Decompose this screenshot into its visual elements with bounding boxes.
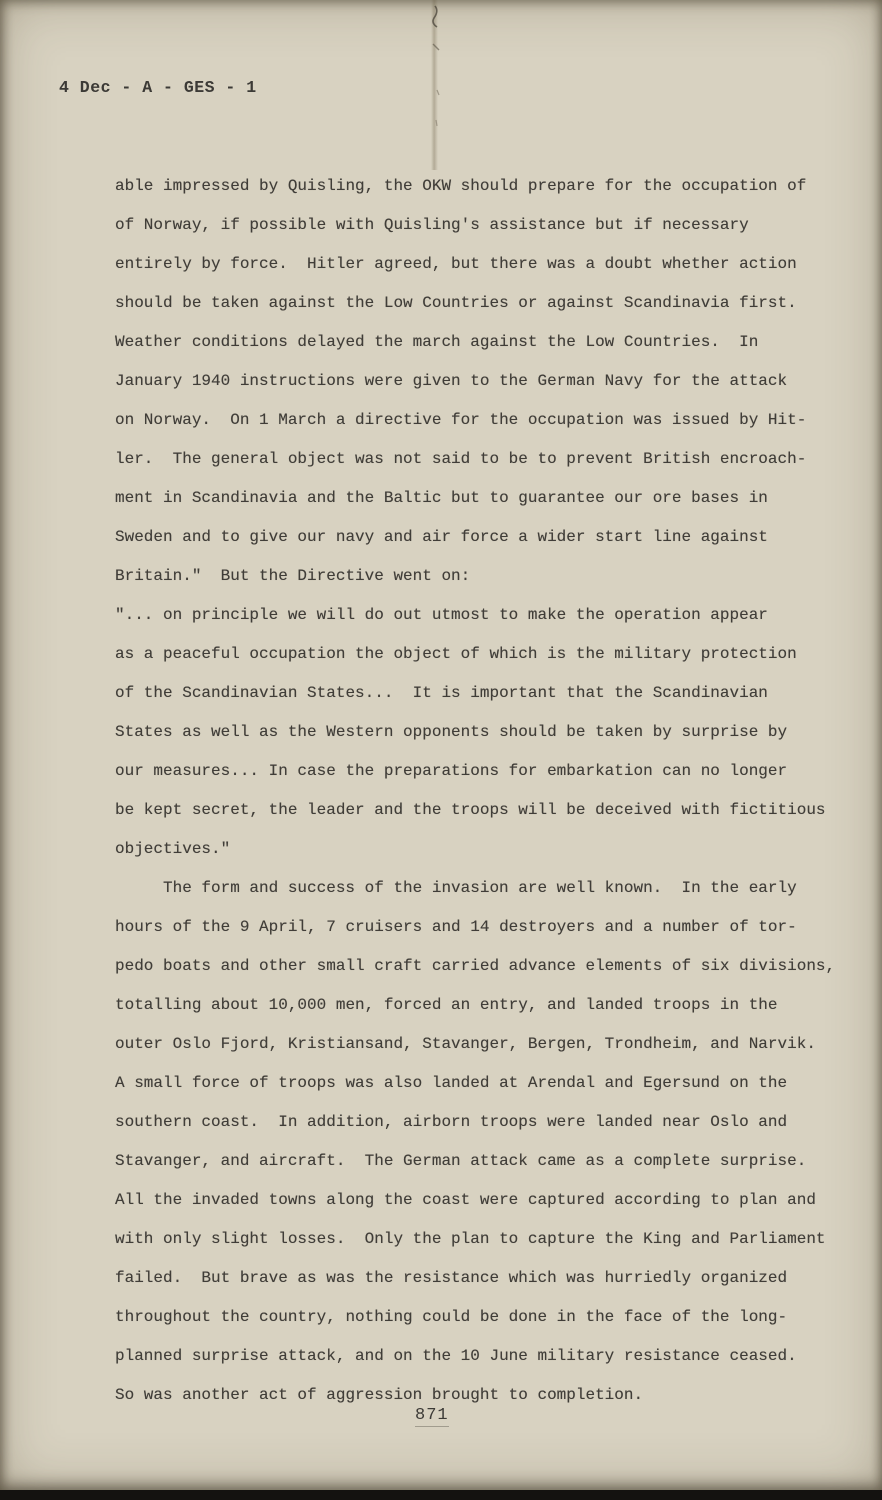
scan-crease-artifact bbox=[431, 0, 438, 170]
text-line: on Norway. On 1 March a directive for the occupation was issued by Hit- bbox=[115, 411, 807, 429]
text-line: failed. But brave as was the resistance which was hurriedly organized bbox=[115, 1269, 788, 1287]
text-line: Britain." But the Directive went on: bbox=[115, 567, 471, 585]
text-line: ment in Scandinavia and the Baltic but to guarantee our ore bases in bbox=[115, 489, 768, 507]
text-line: able impressed by Quisling, the OKW should prepare for the occupation of bbox=[115, 177, 807, 195]
text-line: hours of the 9 April, 7 cruisers and 14 destroyers and a number of tor- bbox=[115, 918, 797, 936]
text-line: as a peaceful occupation the object of which is the military protection bbox=[115, 645, 797, 663]
text-line: ler. The general object was not said to be to prevent British encroach- bbox=[115, 450, 807, 468]
text-line: southern coast. In addition, airborn troops were landed near Oslo and bbox=[115, 1113, 788, 1131]
page-header: 4 Dec - A - GES - 1 bbox=[59, 78, 257, 97]
text-line: January 1940 instructions were given to the German Navy for the attack bbox=[115, 372, 788, 390]
text-line: Stavanger, and aircraft. The German attack came as a complete surprise. bbox=[115, 1152, 807, 1170]
text-line: throughout the country, nothing could be done in the face of the long- bbox=[115, 1308, 788, 1326]
document-body bbox=[115, 167, 855, 1415]
text-line: totalling about 10,000 men, forced an entry, and landed troops in the bbox=[115, 996, 778, 1014]
text-line: Sweden and to give our navy and air force a wider start line against bbox=[115, 528, 768, 546]
text-line: our measures... In case the preparations for embarkation can no longer bbox=[115, 762, 788, 780]
text-line: entirely by force. Hitler agreed, but there was a doubt whether action bbox=[115, 255, 797, 273]
text-line: planned surprise attack, and on the 10 June military resistance ceased. bbox=[115, 1347, 797, 1365]
text-line: Weather conditions delayed the march against the Low Countries. In bbox=[115, 333, 759, 351]
text-line: The form and success of the invasion are well known. In the early bbox=[163, 879, 797, 897]
text-line: outer Oslo Fjord, Kristiansand, Stavanger, Bergen, Trondheim, and Narvik. bbox=[115, 1035, 816, 1053]
text-line: objectives." bbox=[115, 840, 231, 858]
text-line: of Norway, if possible with Quisling's assistance but if necessary bbox=[115, 216, 749, 234]
text-line: States as well as the Western opponents should be taken by surprise by bbox=[115, 723, 788, 741]
text-line: A small force of troops was also landed at Arendal and Egersund on the bbox=[115, 1074, 788, 1092]
page-number: 871 bbox=[415, 1406, 449, 1425]
text-line: pedo boats and other small craft carried advance elements of six divisions, bbox=[115, 957, 836, 975]
text-line: of the Scandinavian States... It is important that the Scandinavian bbox=[115, 684, 768, 702]
text-line: "... on principle we will do out utmost to make the operation appear bbox=[115, 606, 768, 624]
text-line: should be taken against the Low Countries or against Scandinavia first. bbox=[115, 294, 797, 312]
text-line: with only slight losses. Only the plan to capture the King and Parliament bbox=[115, 1230, 826, 1248]
text-line: So was another act of aggression brought to completion. bbox=[115, 1386, 644, 1404]
text-line: All the invaded towns along the coast were captured according to plan and bbox=[115, 1191, 816, 1209]
text-line: be kept secret, the leader and the troops will be deceived with fictitious bbox=[115, 801, 826, 819]
